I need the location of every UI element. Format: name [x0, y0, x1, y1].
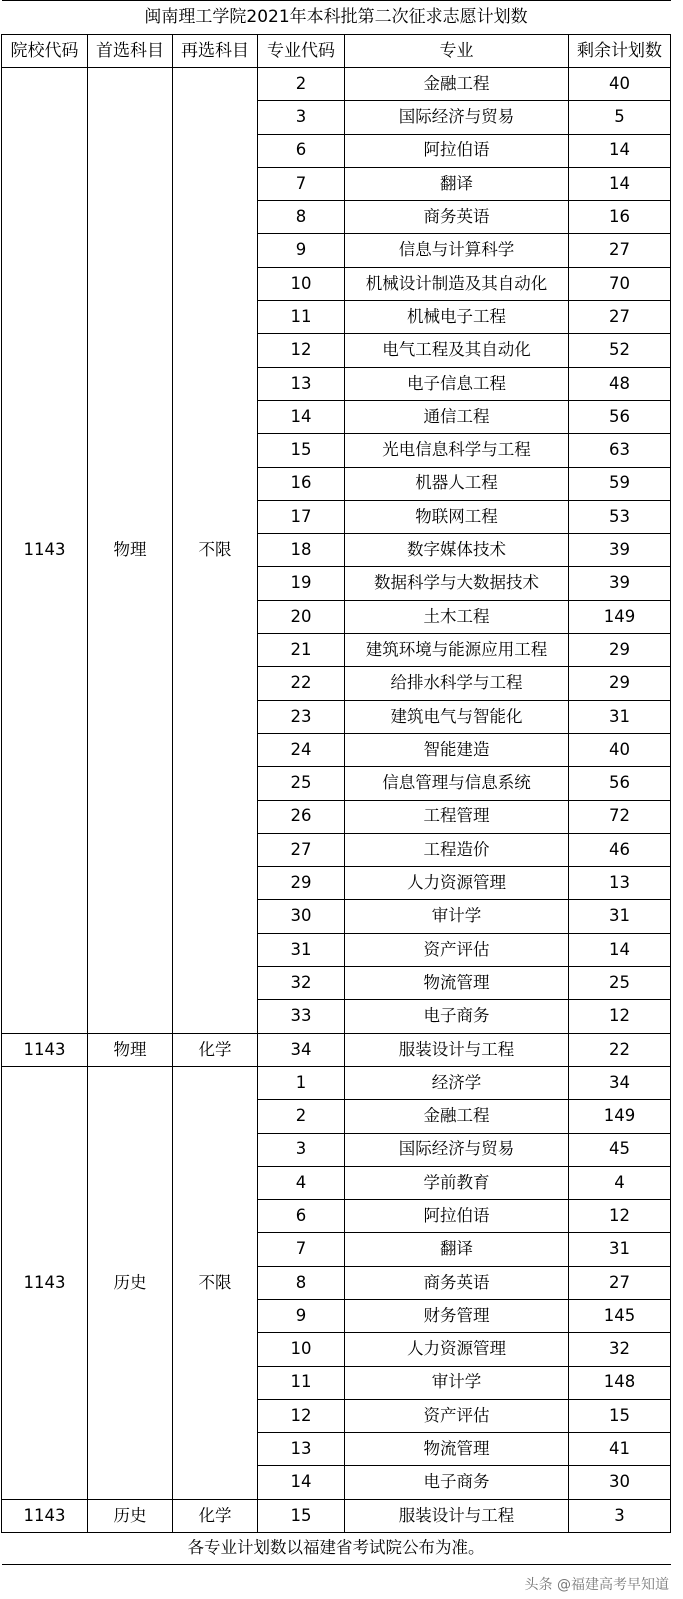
major-name-cell: 审计学: [345, 900, 569, 933]
second-subject-cell: 不限: [173, 68, 258, 1034]
major-name-cell: 金融工程: [345, 68, 569, 101]
major-code-cell: 14: [258, 1466, 345, 1499]
major-code-cell: 29: [258, 867, 345, 900]
remaining-plan-cell: 25: [569, 967, 671, 1000]
second-subject-cell: 化学: [173, 1033, 258, 1066]
major-code-cell: 15: [258, 1499, 345, 1532]
major-name-cell: 翻译: [345, 1233, 569, 1266]
major-name-cell: 机器人工程: [345, 467, 569, 500]
major-name-cell: 金融工程: [345, 1100, 569, 1133]
remaining-plan-cell: 52: [569, 334, 671, 367]
remaining-plan-cell: 5: [569, 101, 671, 134]
major-code-cell: 7: [258, 167, 345, 200]
remaining-plan-cell: 70: [569, 267, 671, 300]
remaining-plan-cell: 149: [569, 600, 671, 633]
major-name-cell: 经济学: [345, 1066, 569, 1099]
major-name-cell: 信息与计算科学: [345, 234, 569, 267]
remaining-plan-cell: 31: [569, 1233, 671, 1266]
remaining-plan-cell: 53: [569, 500, 671, 533]
major-code-cell: 20: [258, 600, 345, 633]
second-subject-cell: 不限: [173, 1066, 258, 1499]
first-subject-cell: 物理: [88, 1033, 173, 1066]
major-name-cell: 学前教育: [345, 1166, 569, 1199]
remaining-plan-cell: 41: [569, 1433, 671, 1466]
major-code-cell: 7: [258, 1233, 345, 1266]
remaining-plan-cell: 45: [569, 1133, 671, 1166]
major-name-cell: 国际经济与贸易: [345, 101, 569, 134]
remaining-plan-cell: 29: [569, 667, 671, 700]
header-major-code: 专业代码: [258, 35, 345, 68]
header-first-subject: 首选科目: [88, 35, 173, 68]
remaining-plan-cell: 30: [569, 1466, 671, 1499]
major-name-cell: 数据科学与大数据技术: [345, 567, 569, 600]
major-name-cell: 给排水科学与工程: [345, 667, 569, 700]
major-code-cell: 3: [258, 1133, 345, 1166]
major-code-cell: 17: [258, 500, 345, 533]
major-code-cell: 11: [258, 301, 345, 334]
major-name-cell: 服装设计与工程: [345, 1499, 569, 1532]
remaining-plan-cell: 14: [569, 134, 671, 167]
major-code-cell: 16: [258, 467, 345, 500]
major-name-cell: 通信工程: [345, 400, 569, 433]
major-code-cell: 24: [258, 733, 345, 766]
table-row: [2, 1066, 671, 1099]
remaining-plan-cell: 27: [569, 301, 671, 334]
major-name-cell: 商务英语: [345, 1266, 569, 1299]
title-row: [2, 1, 671, 35]
major-name-cell: 建筑环境与能源应用工程: [345, 634, 569, 667]
major-name-cell: 资产评估: [345, 933, 569, 966]
remaining-plan-cell: 56: [569, 767, 671, 800]
major-code-cell: 4: [258, 1166, 345, 1199]
major-code-cell: 12: [258, 1399, 345, 1432]
major-code-cell: 27: [258, 833, 345, 866]
major-name-cell: 电子商务: [345, 1000, 569, 1033]
major-code-cell: 12: [258, 334, 345, 367]
remaining-plan-cell: 59: [569, 467, 671, 500]
remaining-plan-cell: 148: [569, 1366, 671, 1399]
major-name-cell: 机械电子工程: [345, 301, 569, 334]
major-name-cell: 人力资源管理: [345, 1333, 569, 1366]
major-name-cell: 信息管理与信息系统: [345, 767, 569, 800]
remaining-plan-cell: 39: [569, 567, 671, 600]
footer-note: 各专业计划数以福建省考试院公布为准。: [2, 1533, 671, 1565]
remaining-plan-cell: 32: [569, 1333, 671, 1366]
remaining-plan-cell: 16: [569, 201, 671, 234]
table-row: [2, 1499, 671, 1532]
major-code-cell: 34: [258, 1033, 345, 1066]
major-name-cell: 工程造价: [345, 833, 569, 866]
major-code-cell: 1: [258, 1066, 345, 1099]
table-row: [2, 1033, 671, 1066]
major-code-cell: 6: [258, 1200, 345, 1233]
first-subject-cell: 物理: [88, 68, 173, 1034]
remaining-plan-cell: 27: [569, 234, 671, 267]
major-name-cell: 审计学: [345, 1366, 569, 1399]
major-name-cell: 阿拉伯语: [345, 1200, 569, 1233]
major-name-cell: 资产评估: [345, 1399, 569, 1432]
remaining-plan-cell: 13: [569, 867, 671, 900]
header-second-subject: 再选科目: [173, 35, 258, 68]
major-name-cell: 光电信息科学与工程: [345, 434, 569, 467]
major-name-cell: 电子商务: [345, 1466, 569, 1499]
major-name-cell: 人力资源管理: [345, 867, 569, 900]
major-code-cell: 25: [258, 767, 345, 800]
major-code-cell: 14: [258, 400, 345, 433]
remaining-plan-cell: 22: [569, 1033, 671, 1066]
major-code-cell: 9: [258, 1299, 345, 1332]
major-code-cell: 11: [258, 1366, 345, 1399]
major-name-cell: 服装设计与工程: [345, 1033, 569, 1066]
major-code-cell: 21: [258, 634, 345, 667]
major-code-cell: 2: [258, 68, 345, 101]
major-name-cell: 物联网工程: [345, 500, 569, 533]
major-code-cell: 30: [258, 900, 345, 933]
major-code-cell: 10: [258, 267, 345, 300]
remaining-plan-cell: 3: [569, 1499, 671, 1532]
major-code-cell: 3: [258, 101, 345, 134]
watermark: 头条 @福建高考早知道: [525, 1574, 669, 1594]
major-name-cell: 阿拉伯语: [345, 134, 569, 167]
remaining-plan-cell: 145: [569, 1299, 671, 1332]
major-code-cell: 13: [258, 1433, 345, 1466]
footer-row: [2, 1533, 671, 1565]
major-name-cell: 物流管理: [345, 967, 569, 1000]
remaining-plan-cell: 39: [569, 534, 671, 567]
remaining-plan-cell: 12: [569, 1200, 671, 1233]
major-code-cell: 8: [258, 1266, 345, 1299]
second-subject-cell: 化学: [173, 1499, 258, 1532]
remaining-plan-cell: 14: [569, 933, 671, 966]
header-remaining-plan: 剩余计划数: [569, 35, 671, 68]
remaining-plan-cell: 34: [569, 1066, 671, 1099]
remaining-plan-cell: 27: [569, 1266, 671, 1299]
table-title: 闽南理工学院2021年本科批第二次征求志愿计划数: [2, 1, 671, 35]
major-code-cell: 6: [258, 134, 345, 167]
major-name-cell: 智能建造: [345, 733, 569, 766]
remaining-plan-cell: 14: [569, 167, 671, 200]
major-code-cell: 10: [258, 1333, 345, 1366]
major-code-cell: 22: [258, 667, 345, 700]
remaining-plan-cell: 149: [569, 1100, 671, 1133]
major-name-cell: 机械设计制造及其自动化: [345, 267, 569, 300]
major-name-cell: 财务管理: [345, 1299, 569, 1332]
header-school-code: 院校代码: [2, 35, 88, 68]
major-name-cell: 电子信息工程: [345, 367, 569, 400]
major-code-cell: 9: [258, 234, 345, 267]
remaining-plan-cell: 15: [569, 1399, 671, 1432]
major-code-cell: 32: [258, 967, 345, 1000]
major-name-cell: 物流管理: [345, 1433, 569, 1466]
major-name-cell: 工程管理: [345, 800, 569, 833]
major-code-cell: 31: [258, 933, 345, 966]
remaining-plan-cell: 56: [569, 400, 671, 433]
remaining-plan-cell: 31: [569, 900, 671, 933]
major-name-cell: 商务英语: [345, 201, 569, 234]
remaining-plan-cell: 31: [569, 700, 671, 733]
major-code-cell: 13: [258, 367, 345, 400]
major-code-cell: 23: [258, 700, 345, 733]
plan-table: [1, 0, 671, 1565]
remaining-plan-cell: 40: [569, 68, 671, 101]
header-major: 专业: [345, 35, 569, 68]
header-row: [2, 35, 671, 68]
first-subject-cell: 历史: [88, 1499, 173, 1532]
school-code-cell: 1143: [2, 68, 88, 1034]
remaining-plan-cell: 63: [569, 434, 671, 467]
first-subject-cell: 历史: [88, 1066, 173, 1499]
school-code-cell: 1143: [2, 1066, 88, 1499]
major-name-cell: 电气工程及其自动化: [345, 334, 569, 367]
major-code-cell: 8: [258, 201, 345, 234]
major-code-cell: 26: [258, 800, 345, 833]
remaining-plan-cell: 12: [569, 1000, 671, 1033]
remaining-plan-cell: 40: [569, 733, 671, 766]
school-code-cell: 1143: [2, 1499, 88, 1532]
remaining-plan-cell: 72: [569, 800, 671, 833]
table-row: [2, 68, 671, 101]
major-code-cell: 15: [258, 434, 345, 467]
major-name-cell: 翻译: [345, 167, 569, 200]
school-code-cell: 1143: [2, 1033, 88, 1066]
plan-table-body: [2, 1, 671, 1565]
major-code-cell: 19: [258, 567, 345, 600]
major-name-cell: 国际经济与贸易: [345, 1133, 569, 1166]
major-code-cell: 2: [258, 1100, 345, 1133]
remaining-plan-cell: 46: [569, 833, 671, 866]
major-name-cell: 建筑电气与智能化: [345, 700, 569, 733]
major-name-cell: 土木工程: [345, 600, 569, 633]
major-code-cell: 33: [258, 1000, 345, 1033]
major-code-cell: 18: [258, 534, 345, 567]
remaining-plan-cell: 48: [569, 367, 671, 400]
remaining-plan-cell: 29: [569, 634, 671, 667]
major-name-cell: 数字媒体技术: [345, 534, 569, 567]
remaining-plan-cell: 4: [569, 1166, 671, 1199]
